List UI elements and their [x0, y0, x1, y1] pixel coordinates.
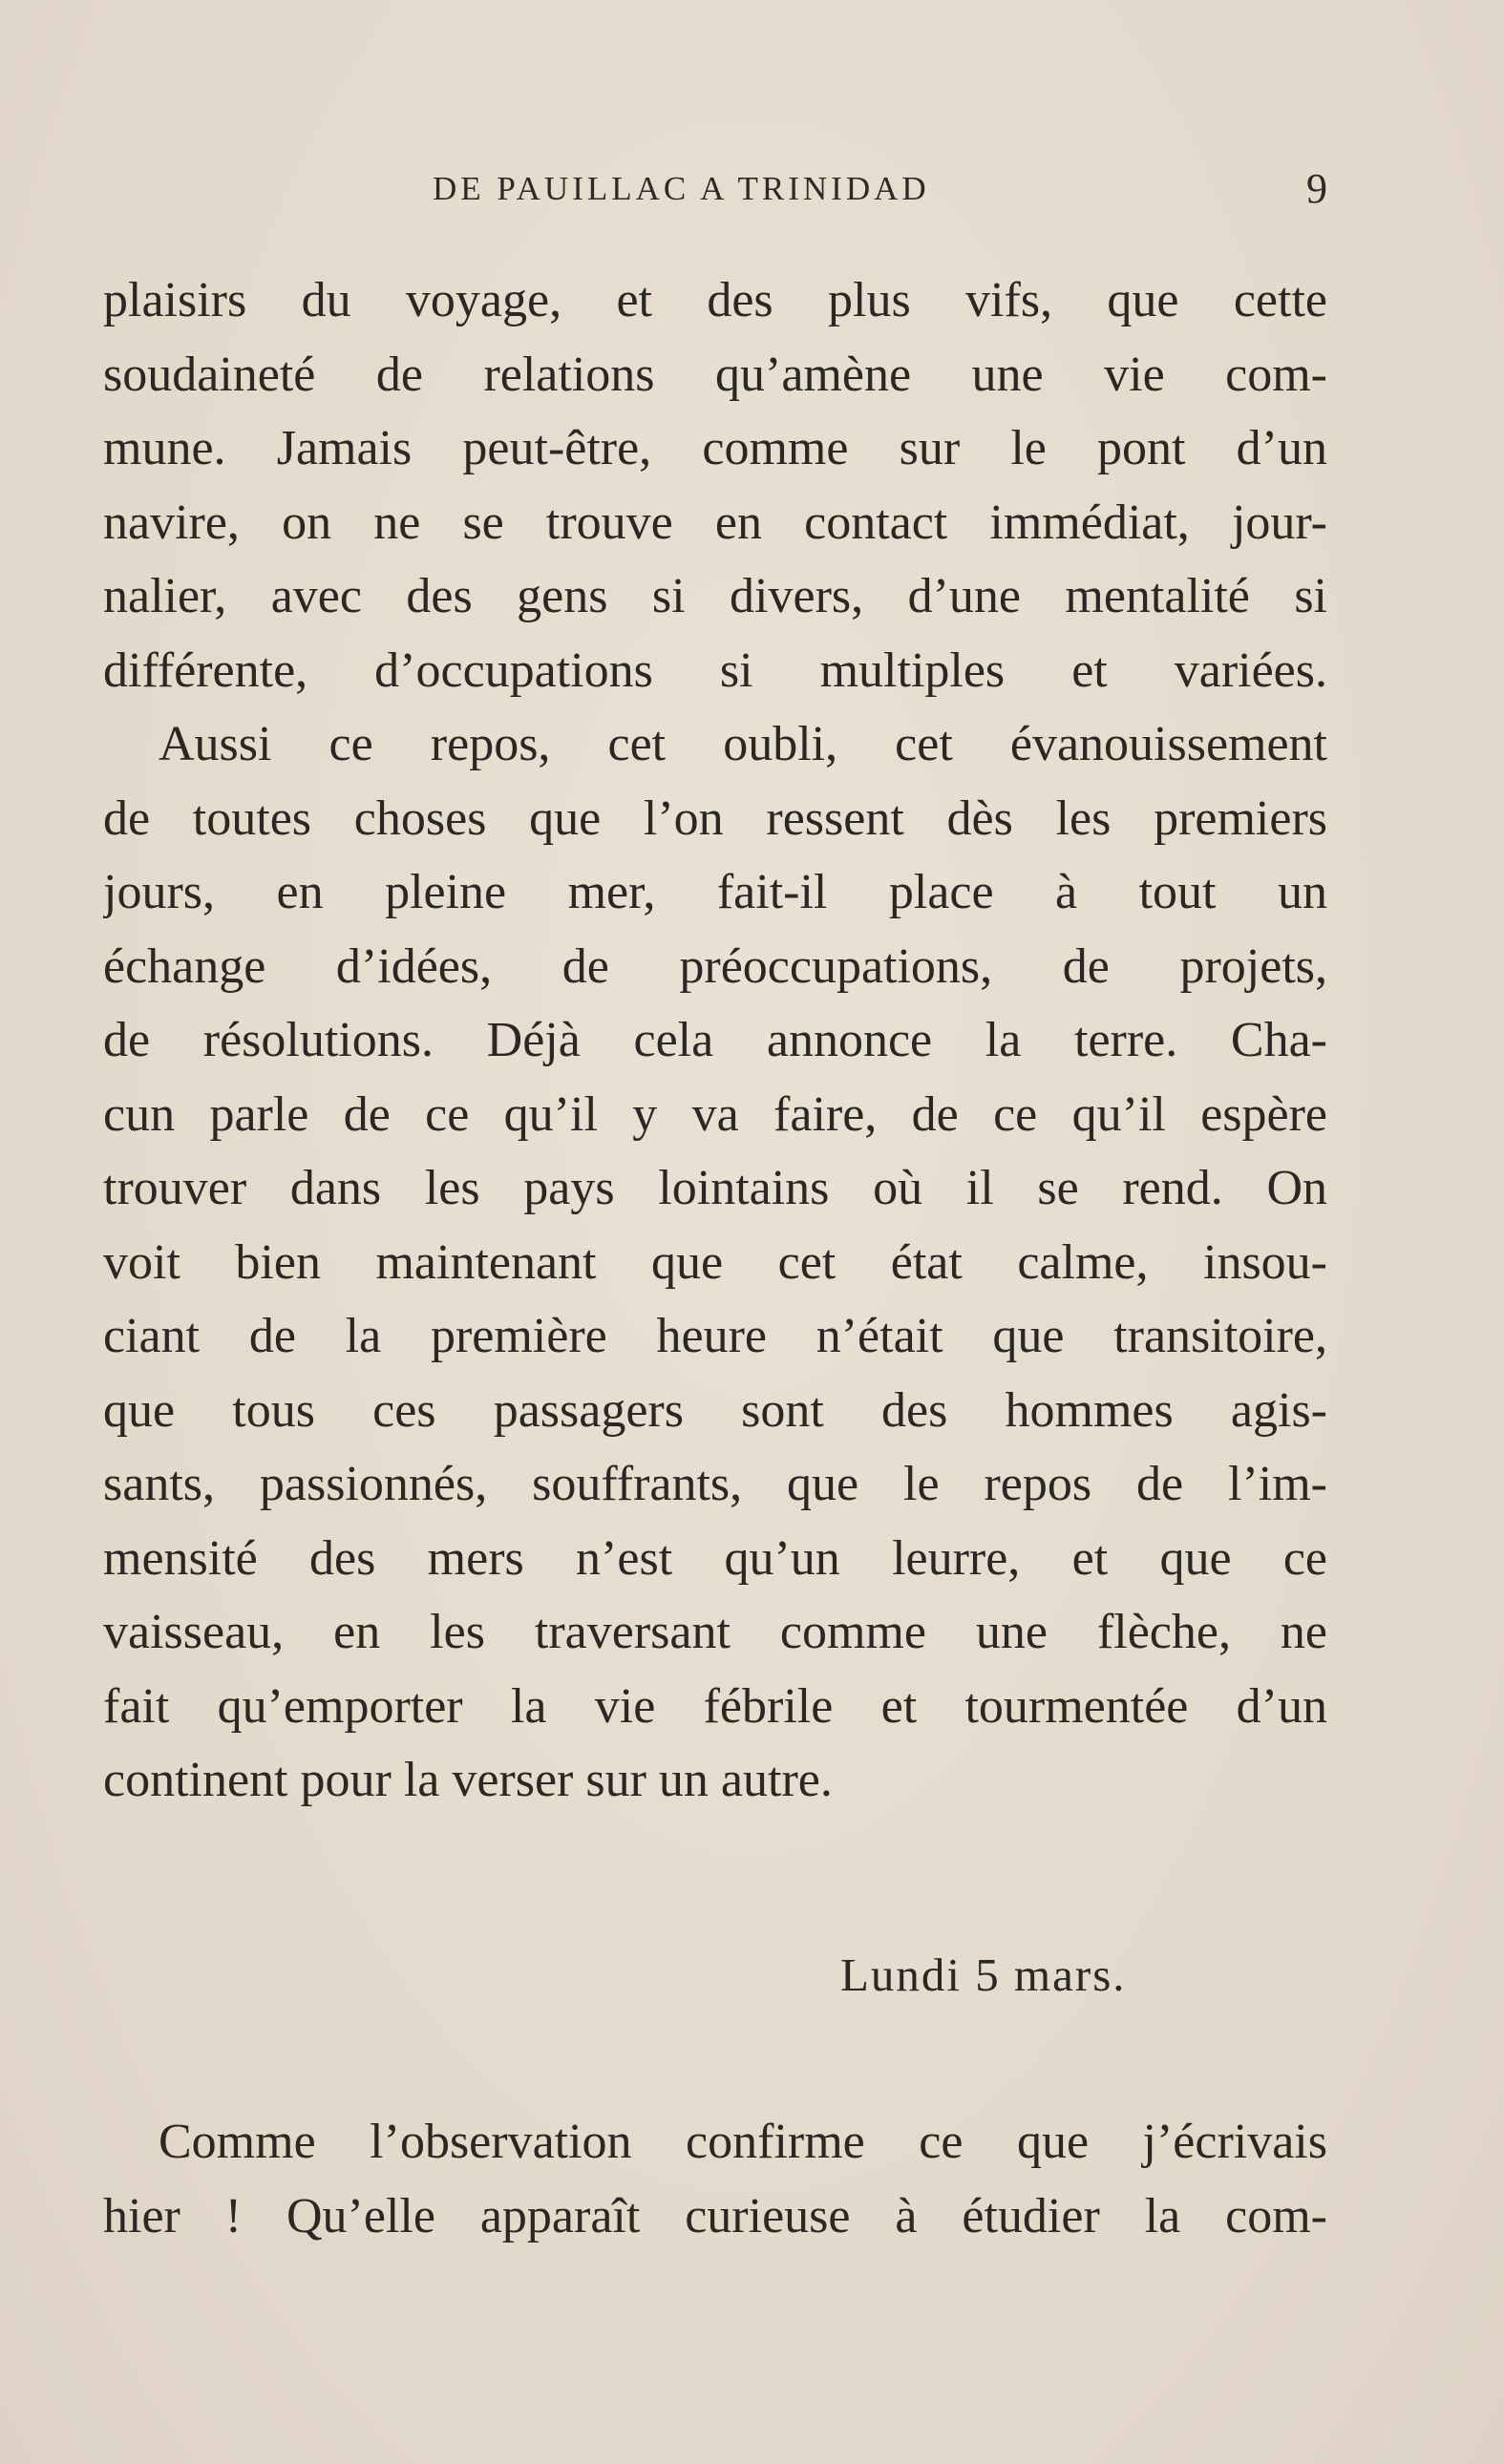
text-line: sants, passionnés, souffrants, que le repos de l’im- — [103, 1457, 1327, 1511]
text-line: de résolutions. Déjà cela annonce la terre. Cha- — [103, 1013, 1327, 1067]
running-head — [103, 165, 1327, 218]
text-line: mensité des mers n’est qu’un leurre, et que ce — [103, 1530, 1327, 1586]
text-line: mune. Jamais peut-être, comme sur le pont d’un — [103, 421, 1327, 475]
text-line: ciant de la première heure n’était que transitoire, — [103, 1309, 1327, 1363]
text-line: échange d’idées, de préoccupations, de projets, — [103, 938, 1327, 994]
text-line: jours, en pleine mer, fait-il place à tout un — [103, 865, 1327, 919]
text-line: nalier, avec des gens si divers, d’une mentalité si — [103, 569, 1327, 623]
text-line: vaisseau, en les traversant comme une flèche, ne — [103, 1605, 1327, 1659]
text-line: plaisirs du voyage, et des plus vifs, que cette — [103, 273, 1327, 327]
body-text-continued — [103, 2105, 1327, 2253]
body-text — [103, 263, 1327, 1818]
text-line: trouver dans les pays lointains où il se rend. On — [103, 1161, 1327, 1215]
page-number: 9 — [1306, 165, 1327, 212]
paragraph-first-line: Comme l’observation confirme ce que j’écrivais — [159, 2115, 1327, 2169]
text-line: soudaineté de relations qu’amène une vie com- — [103, 347, 1327, 402]
text-line: que tous ces passagers sont des hommes agis- — [103, 1382, 1327, 1438]
text-line: hier ! Qu’elle apparaît curieuse à étudier la com- — [103, 2188, 1327, 2243]
text-line: navire, on ne se trouve en contact immédiat, jour- — [103, 495, 1327, 550]
running-title: DE PAUILLAC A TRINIDAD — [433, 170, 930, 207]
text-line: différente, d’occupations si multiples et variées. — [103, 642, 1327, 698]
dateline: Lundi 5 mars. — [840, 1948, 1127, 2001]
text-line: cun parle de ce qu’il y va faire, de ce qu’il espère — [103, 1086, 1327, 1142]
paragraph-first-line: Aussi ce repos, cet oubli, cet évanouissement — [159, 717, 1327, 771]
paragraph-last-line: continent pour la verser sur un autre. — [103, 1753, 833, 1807]
text-line: voit bien maintenant que cet état calme, insou- — [103, 1234, 1327, 1290]
text-line: de toutes choses que l’on ressent dès les premiers — [103, 790, 1327, 846]
text-line: fait qu’emporter la vie fébrile et tourmentée d’un — [103, 1678, 1327, 1734]
